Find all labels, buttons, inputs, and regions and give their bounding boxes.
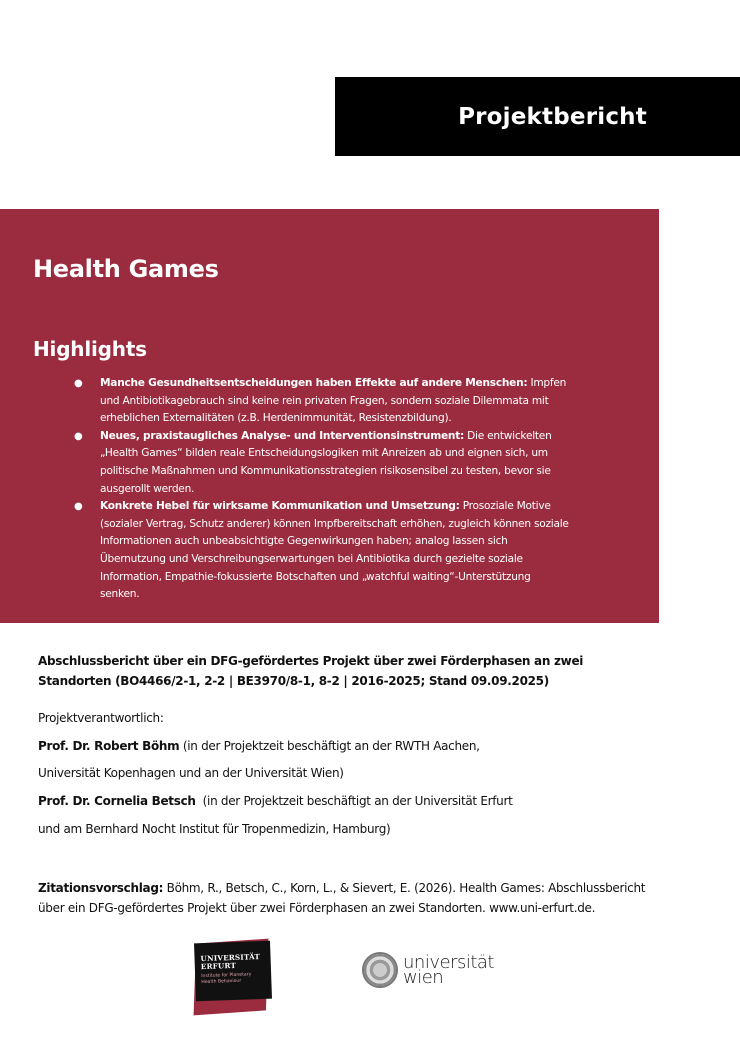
uni-wien-logo: [362, 950, 512, 990]
highlight-lead: Neues, praxistaugliches Analyse- und Interventionsinstrument:: [100, 429, 465, 442]
highlights-heading: Highlights: [33, 337, 147, 361]
person-1-name: Prof. Dr. Robert Böhm: [38, 739, 180, 753]
highlight-text: Die entwickelten „Health Games“ bilden reale Entscheidungslogiken mit Anreizen ab und eignen sich, um politische Maßnahmen und Kommunikationsstrategien risikosensibel zu testen, bevor sie ausgerollt werden.: [100, 429, 552, 495]
person-2: [38, 794, 638, 808]
bullet-icon: ●: [74, 378, 83, 389]
report-type-banner: [335, 77, 740, 156]
erfurt-logo-line1: UNIVERSITÄT: [200, 952, 261, 964]
bullet-icon: ●: [74, 430, 83, 442]
person-2-affiliation: (in der Projektzeit beschäftigt an der Universität Erfurt: [195, 794, 513, 808]
highlight-text: Prosoziale Motive (sozialer Vertrag, Schutz anderer) können Impfbereitschaft erhöhen, zugleich können soziale Informationen auch unbeabsichtigte Gegenwirkungen haben; analog lassen sich Übernutzung und Verschreibungserwartungen bei Antibiotika durch gezielte soziale Information, Empathie-fokussierte Botschaften und „watchful waiting“-Unterstützung senken.: [100, 500, 569, 601]
erfurt-logo-inst2: Health Behaviour: [201, 978, 242, 986]
university-seal-icon: [362, 952, 398, 988]
person-1: [38, 739, 638, 753]
highlight-item: [72, 498, 572, 604]
citation-text: Böhm, R., Betsch, C., Korn, L., & Sievert, E. (2026). Health Games: Abschlussbericht über ein DFG-gefördertes Projekt über zwei Förderphasen an zwei Standorten. www.uni-erfurt.de.: [38, 881, 646, 915]
responsible-label: Projektverantwortlich:: [38, 711, 164, 725]
project-title: Health Games: [33, 255, 219, 283]
highlight-lead: Konkrete Hebel für wirksame Kommunikation und Umsetzung:: [100, 500, 460, 513]
wien-logo-text: [403, 952, 494, 988]
erfurt-logo-institute: [201, 972, 271, 986]
person-1-affiliation: (in der Projektzeit beschäftigt an der RWTH Aachen,: [179, 739, 480, 753]
highlights-panel: [0, 209, 659, 623]
report-type-label: Projektbericht: [458, 103, 647, 130]
person-1-affiliation-cont: Universität Kopenhagen und an der Universität Wien): [38, 766, 344, 780]
highlight-item: [72, 428, 572, 498]
citation: [38, 878, 648, 918]
highlight-text: Impfen und Antibiotikagebrauch sind keine rein privaten Fragen, sondern soziale Dilemmata mit erheblichen Externalitäten (z.B. Herdenimmunität, Resistenzbildung).: [100, 377, 567, 425]
citation-label: Zitationsvorschlag:: [38, 881, 164, 895]
wien-logo-line2: wien: [403, 967, 444, 988]
highlight-item: [72, 375, 572, 428]
highlight-lead: Manche Gesundheitsentscheidungen haben Effekte auf andere Menschen:: [100, 377, 528, 389]
wien-logo-line1: universität: [403, 952, 494, 973]
person-2-affiliation-cont: und am Bernhard Nocht Institut für Tropenmedizin, Hamburg): [38, 822, 391, 836]
logo-black-shape: [194, 941, 272, 1002]
report-description: Abschlussbericht über ein DFG-gefördertes Projekt über zwei Förderphasen an zwei Standorten (BO4466/2-1, 2-2 | BE3970/8-1, 8-2 | 2016-2025; Stand 09.09.2025): [38, 654, 584, 688]
person-2-name: Prof. Dr. Cornelia Betsch: [38, 794, 196, 808]
bullet-icon: ●: [74, 501, 83, 513]
erfurt-logo-inst1: Institute for Planetary: [201, 972, 252, 980]
erfurt-logo-line2: ERFURT: [200, 960, 237, 972]
highlights-list: [72, 375, 572, 604]
uni-erfurt-logo: [193, 937, 283, 1013]
